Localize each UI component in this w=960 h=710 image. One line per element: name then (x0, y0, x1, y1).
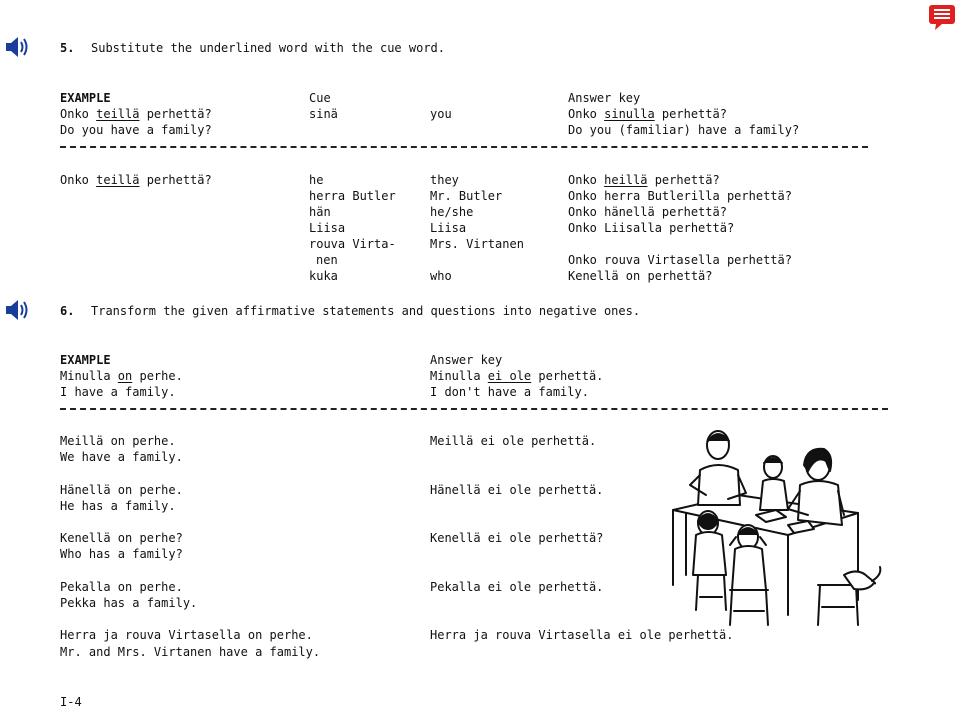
page-number: I-4 (60, 695, 82, 709)
cue-en: Mrs. Virtanen (430, 237, 524, 251)
example-statement: Minulla on perhe. (60, 369, 183, 383)
item-en: He has a family. (60, 499, 176, 513)
comment-icon[interactable] (928, 3, 956, 31)
exercise-number: 6. (60, 304, 75, 318)
answer: Onko hänellä perhettä? (568, 205, 727, 219)
item-fi: Kenellä on perhe? (60, 531, 183, 545)
item-answer: Pekalla ei ole perhettä. (430, 580, 604, 594)
divider (60, 408, 888, 410)
answer: Onko rouva Virtasella perhettä? (568, 253, 792, 267)
cue-en: Mr. Butler (430, 189, 503, 203)
item-answer: Kenellä ei ole perhettä? (430, 531, 604, 545)
item-fi: Meillä on perhe. (60, 434, 176, 448)
cue-en: who (430, 269, 452, 283)
exercise-number: 5. (60, 41, 75, 55)
cue-fi: hän (309, 205, 331, 219)
item-answer: Hänellä ei ole perhettä. (430, 483, 604, 497)
cue-fi: nen (316, 253, 338, 267)
example-answer-en: Do you (familiar) have a family? (568, 123, 800, 137)
speaker-icon[interactable] (3, 296, 33, 324)
speaker-icon[interactable] (3, 33, 33, 61)
example-statement-en: I have a family. (60, 385, 176, 399)
item-en: Mr. and Mrs. Virtanen have a family. (60, 645, 321, 659)
item-en: Pekka has a family. (60, 596, 198, 610)
answer: Onko Liisalla perhettä? (568, 221, 735, 235)
item-answer: Meillä ei ole perhettä. (430, 434, 597, 448)
answer: Onko herra Butlerilla perhettä? (568, 189, 792, 203)
example-question: Onko teillä perhettä? (60, 107, 212, 121)
cue-label: Cue (309, 91, 331, 105)
cue-fi: herra Butler (309, 189, 396, 203)
item-fi: Hänellä on perhe. (60, 483, 183, 497)
answer: Kenellä on perhettä? (568, 269, 713, 283)
example-answer: Minulla ei ole perhettä. (430, 369, 604, 383)
exercise-instruction: Substitute the underlined word with the cue word. (91, 41, 446, 55)
example-answer: Onko sinulla perhettä? (568, 107, 727, 121)
answer-key-label: Answer key (568, 91, 641, 105)
example-label: EXAMPLE (60, 91, 111, 105)
exercise-instruction: Transform the given affirmative statements and questions into negative ones. (91, 304, 641, 318)
cue-fi: Liisa (309, 221, 346, 235)
example-question-en: Do you have a family? (60, 123, 212, 137)
example-answer-en: I don't have a family. (430, 385, 589, 399)
divider (60, 146, 868, 148)
cue-fi: kuka (309, 269, 338, 283)
family-illustration (668, 425, 884, 630)
example-cue-fi: sinä (309, 107, 338, 121)
item-answer: Herra ja rouva Virtasella ei ole perhettä. (430, 628, 734, 642)
cue-en: they (430, 173, 459, 187)
cue-fi: rouva Virta- (309, 237, 396, 251)
example-label: EXAMPLE (60, 353, 111, 367)
example-cue-en: you (430, 107, 452, 121)
answer: Onko heillä perhettä? (568, 173, 720, 187)
cue-fi: he (309, 173, 324, 187)
item-en: We have a family. (60, 450, 183, 464)
answer-key-label: Answer key (430, 353, 503, 367)
base-sentence: Onko teillä perhettä? (60, 173, 212, 187)
cue-en: he/she (430, 205, 474, 219)
item-en: Who has a family? (60, 547, 183, 561)
item-fi: Pekalla on perhe. (60, 580, 183, 594)
cue-en: Liisa (430, 221, 467, 235)
item-fi: Herra ja rouva Virtasella on perhe. (60, 628, 313, 642)
